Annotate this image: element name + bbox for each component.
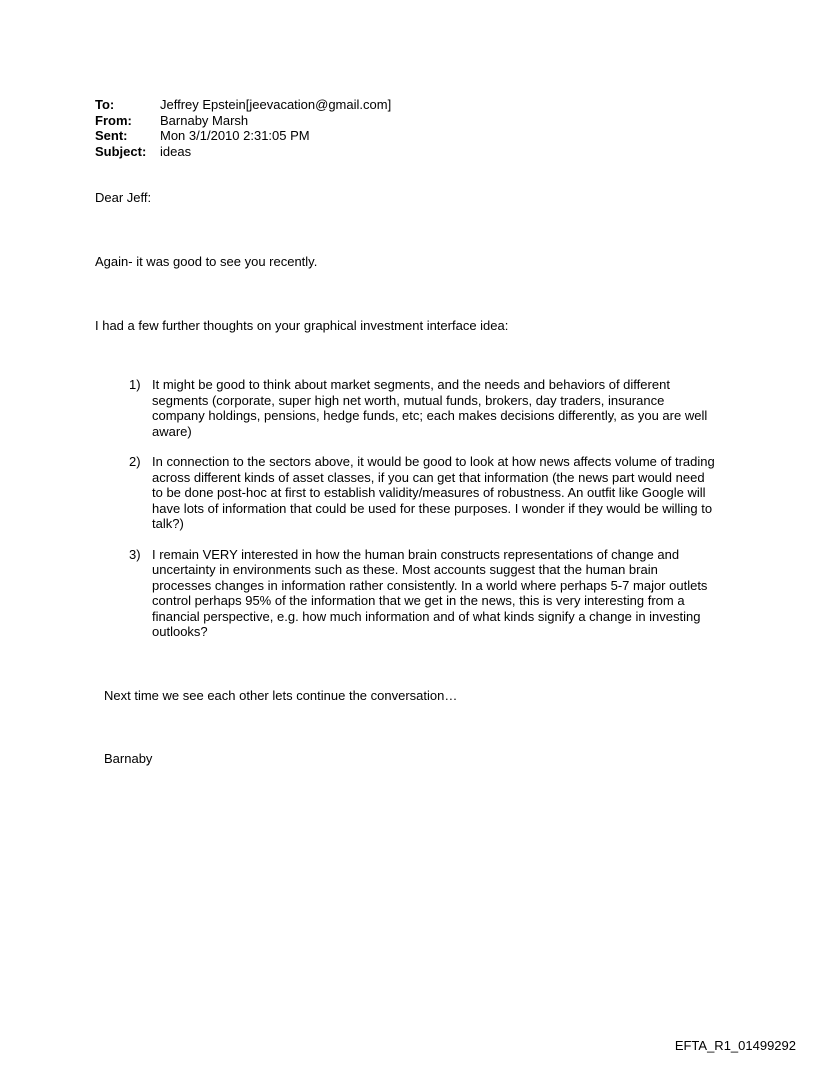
list-item-number: 1)	[129, 377, 141, 392]
list-item-number: 3)	[129, 546, 141, 562]
signature: Barnaby	[104, 751, 153, 766]
sent-value: Mon 3/1/2010 2:31:05 PM	[160, 128, 310, 143]
list-item	[129, 454, 729, 532]
subject-value: ideas	[160, 143, 192, 159]
list-item-text: In connection to the sectors above, it would be good to look at how news affects volume of trading across different kinds of asset classes, if you can get that information (the news part would need to be done post-hoc at first to establish validity/measures of robustness. An outfit like Google will have lots of information that could be used for these purposes. I wonder if they would be willing to talk?)	[152, 454, 715, 531]
document-id: EFTA_R1_01499292	[674, 1038, 796, 1053]
paragraph-1: Again- it was good to see you recently.	[95, 254, 318, 269]
list-item-text: It might be good to think about market segments, and the needs and behaviors of different segments (corporate, super high net worth, mutual funds, brokers, day traders, insurance company holdings, pensions, hedge funds, etc; each makes decisions differently, as you are well aware)	[152, 377, 708, 439]
to-row	[95, 97, 391, 113]
greeting: Dear Jeff:	[95, 190, 152, 205]
ideas-list	[129, 377, 729, 655]
from-label: From:	[95, 112, 132, 128]
from-value: Barnaby Marsh	[160, 112, 249, 128]
list-item-number: 2)	[129, 454, 141, 469]
from-row	[95, 113, 391, 129]
list-item-text: I remain VERY interested in how the human brain constructs representations of change and uncertainty in environments such as these. Most accounts suggest that the human brain processes changes in information rather consistently. In a world where perhaps 5-7 major outlets control perhaps 95% of the information that we get in the news, this is very interesting from a financial perspective, e.g. how much information and of what kinds signify a change in investing outlooks?	[152, 546, 708, 639]
sent-row	[95, 128, 391, 144]
to-label: To:	[95, 97, 115, 112]
sent-label: Sent:	[95, 128, 128, 143]
subject-label: Subject:	[95, 143, 147, 159]
list-item	[129, 547, 729, 640]
list-item	[129, 377, 729, 439]
closing-line: Next time we see each other lets continue the conversation…	[104, 688, 458, 703]
paragraph-2: I had a few further thoughts on your graphical investment interface idea:	[95, 318, 509, 333]
to-value: Jeffrey Epstein[jeevacation@gmail.com]	[160, 97, 392, 112]
subject-row	[95, 144, 391, 160]
email-header	[95, 97, 391, 159]
